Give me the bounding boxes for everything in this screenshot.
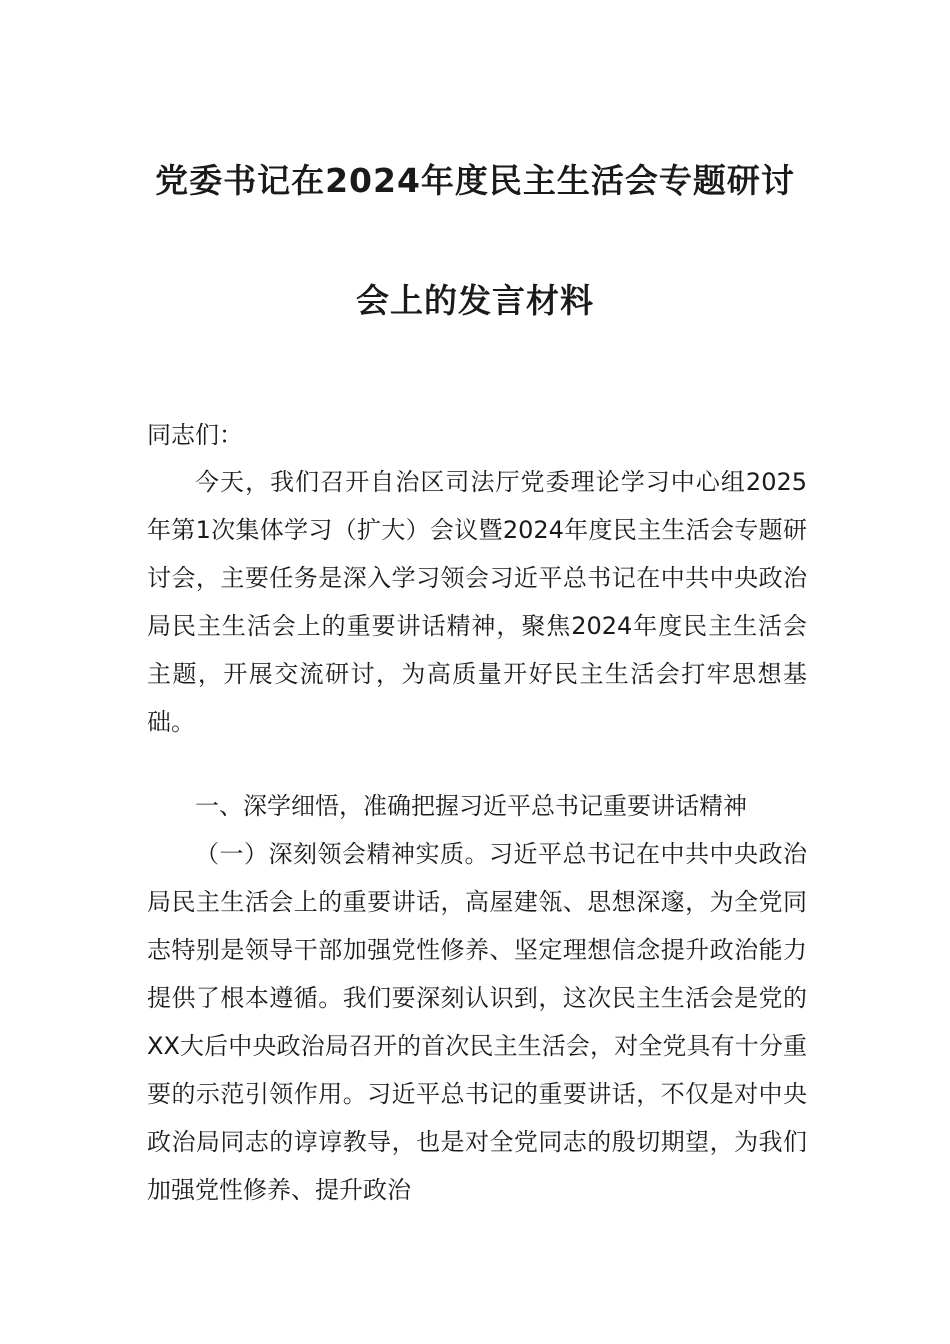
paragraph-intro: 今天，我们召开自治区司法厅党委理论学习中心组2025年第1次集体学习（扩大）会议暨2024年度民主生活会专题研讨会，主要任务是深入学习领会习近平总书记在中共中央政治局民主生活会上的重要讲话精神，聚焦2024年度民主生活会主题，开展交流研讨，为高质量开好民主生活会打牢思想基础。 <box>147 468 807 736</box>
paragraph-section-1-1: （一）深刻领会精神实质。习近平总书记在中共中央政治局民主生活会上的重要讲话，高屋建瓴、思想深邃，为全党同志特别是领导干部加强党性修养、坚定理想信念提升政治能力提供了根本遵循。我们要深刻认识到，这次民主生活会是党的XX大后中央政治局召开的首次民主生活会，对全党具有十分重要的示范引领作用。习近平总书记的重要讲话，不仅是对中央政治局同志的谆谆教导，也是对全党同志的殷切期望，为我们加强党性修养、提升政治 <box>147 840 807 1204</box>
document-title-line-2: 会上的发言材料 <box>356 281 594 320</box>
salutation: 同志们： <box>147 421 243 449</box>
document-title-line-1: 党委书记在2024年度民主生活会专题研讨 <box>155 161 795 200</box>
section-heading-1: 一、深学细悟，准确把握习近平总书记重要讲话精神 <box>195 792 747 820</box>
